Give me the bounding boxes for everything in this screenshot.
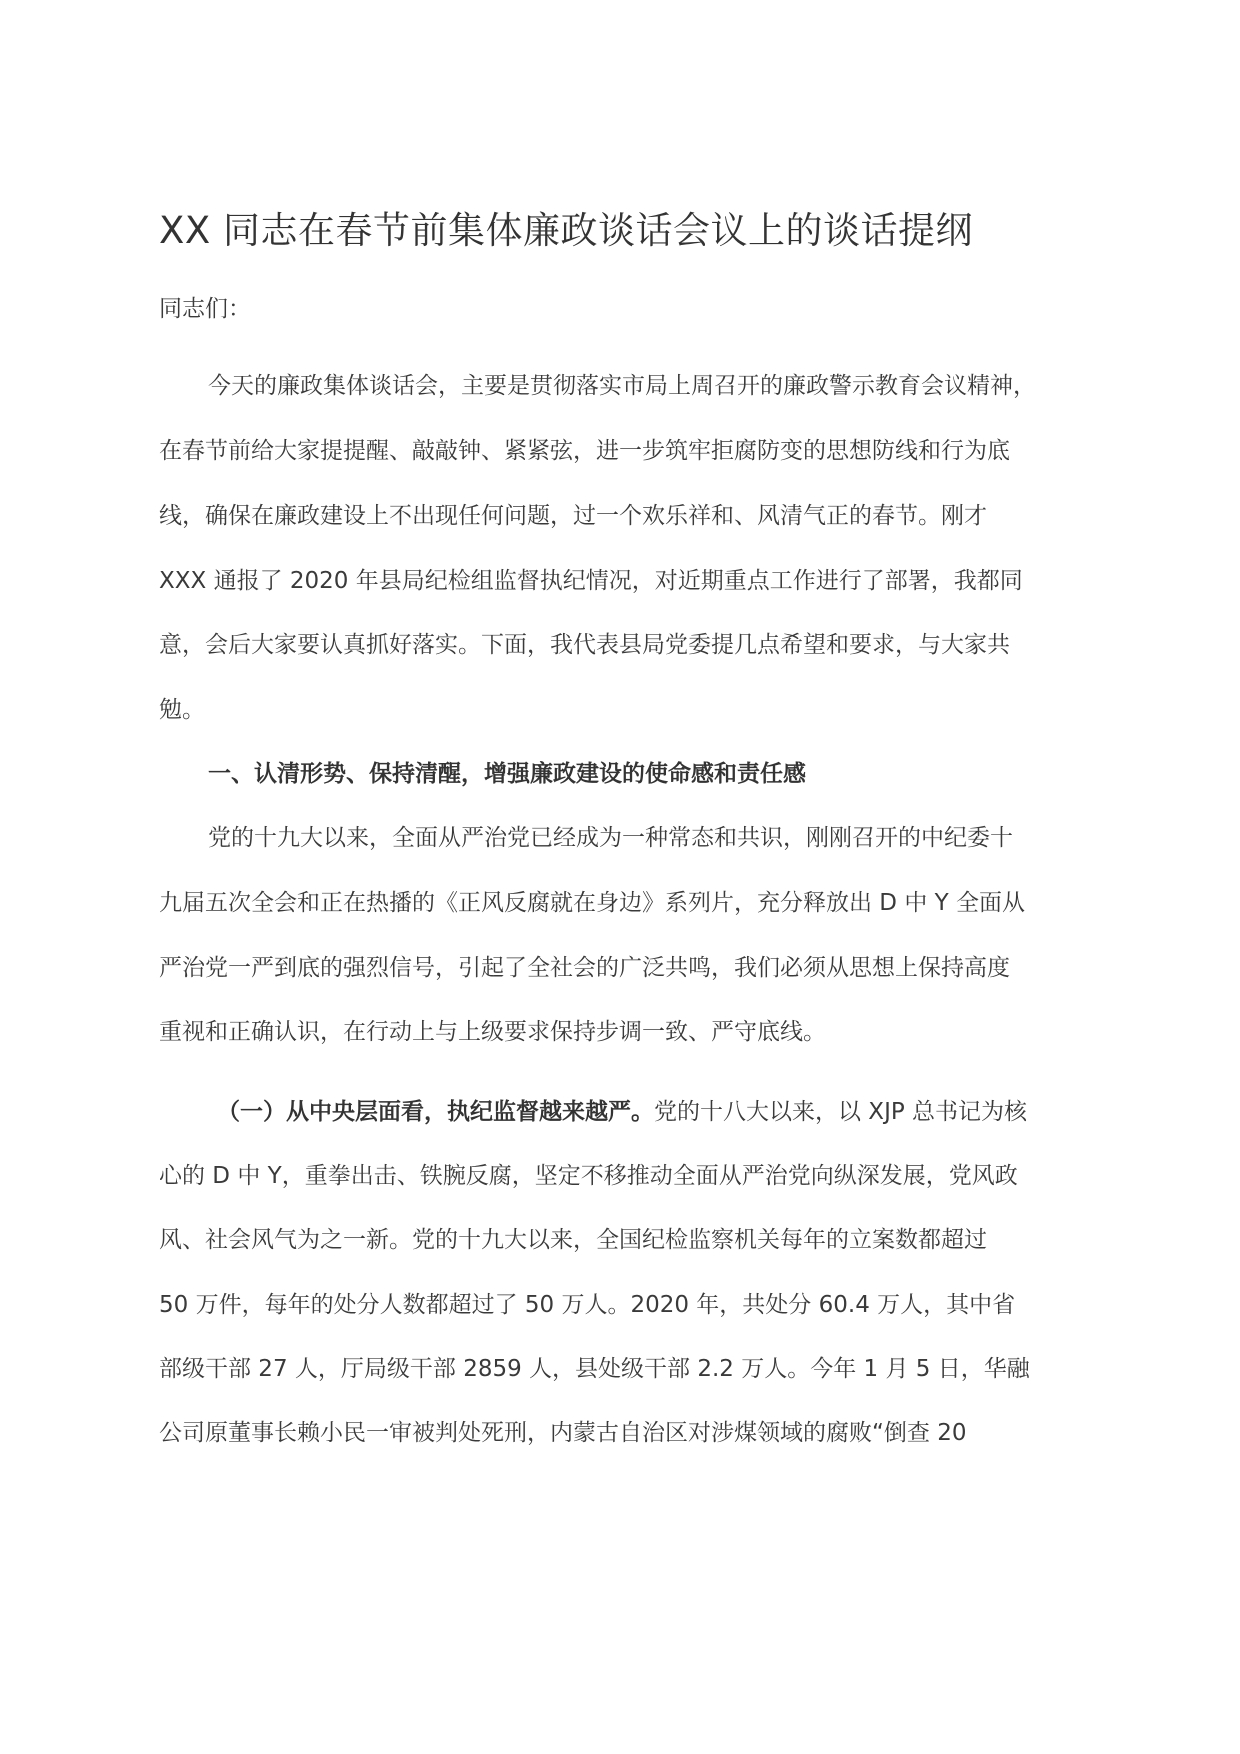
paragraph-line: 心的 D 中 Y，重拳出击、铁腕反腐，坚定不移推动全面从严治党向纵深发展，党风政 [159,1163,1018,1189]
paragraph-line: 在春节前给大家提提醒、敲敲钟、紧紧弦，进一步筑牢拒腐防变的思想防线和行为底 [159,438,1010,464]
paragraph-line: 重视和正确认识，在行动上与上级要求保持步调一致、严守底线。 [159,1019,826,1045]
paragraph-line: 勉。 [159,697,205,723]
subsection-first-line [217,1096,1217,1128]
paragraph-line: 部级干部 27 人，厅局级干部 2859 人，县处级干部 2.2 万人。今年 1 月 5 日，华融 [159,1356,1030,1382]
subsection-heading: （一）从中央层面看，执纪监督越来越严。 [217,1099,654,1125]
paragraph-line: 50 万件，每年的处分人数都超过了 50 万人。2020 年，共处分 60.4 万人，其中省 [159,1292,1016,1318]
paragraph-line: 公司原董事长赖小民一审被判处死刑，内蒙古自治区对涉煤领域的腐败“倒查 20 [159,1420,967,1446]
paragraph-line: XXX 通报了 2020 年县局纪检组监督执纪情况，对近期重点工作进行了部署，我都同 [159,568,1023,594]
salutation: 同志们： [159,296,251,322]
paragraph-line: 今天的廉政集体谈话会，主要是贯彻落实市局上周召开的廉政警示教育会议精神， [208,373,1036,399]
paragraph-line: 九届五次全会和正在热播的《正风反腐就在身边》系列片，充分释放出 D 中 Y 全面从 [159,890,1026,916]
subsection-first-line-text: 党的十八大以来，以 XJP 总书记为核 [654,1099,1028,1125]
paragraph-line: 严治党一严到底的强烈信号，引起了全社会的广泛共鸣，我们必须从思想上保持高度 [159,955,1010,981]
paragraph-line: 线，确保在廉政建设上不出现任何问题，过一个欢乐祥和、风清气正的春节。刚才 [159,503,987,529]
paragraph-line: 党的十九大以来，全面从严治党已经成为一种常态和共识，刚刚召开的中纪委十 [208,825,1013,851]
section-heading: 一、认清形势、保持清醒，增强廉政建设的使命感和责任感 [208,761,806,787]
document-title: XX 同志在春节前集体廉政谈话会议上的谈话提纲 [159,209,973,252]
paragraph-line: 风、社会风气为之一新。党的十九大以来，全国纪检监察机关每年的立案数都超过 [159,1227,987,1253]
paragraph-line: 意，会后大家要认真抓好落实。下面，我代表县局党委提几点希望和要求，与大家共 [159,632,1010,658]
